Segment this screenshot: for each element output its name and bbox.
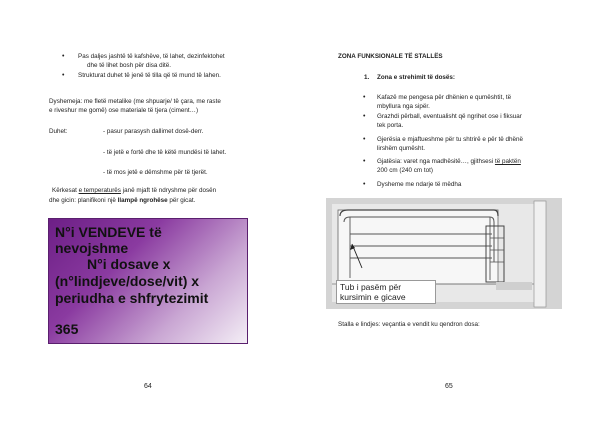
formula-line: nevojshme bbox=[55, 240, 129, 256]
bullet-dot: • bbox=[363, 113, 366, 120]
bullet-text-line: Strukturat duhet të jenë të tilla që të mund të lahen. bbox=[78, 72, 221, 79]
section-title: ZONA FUNKSIONALE TË STALLËS bbox=[338, 53, 443, 60]
duhet-item: - pasur parasysh dallimet dosë-derr. bbox=[103, 128, 204, 135]
bullet-text-line: lirshëm qumësht. bbox=[377, 145, 425, 152]
figure-caption bbox=[336, 280, 436, 304]
duhet-item: - të jetë e fortë dhe të këtë mundësi të lahet. bbox=[103, 149, 227, 156]
bullet-text-line: Kafazë me pengesa për dhënien e qumështit, të bbox=[377, 94, 512, 101]
duhet-item: - të mos jetë e dëmshme për të tjerët. bbox=[103, 169, 208, 176]
bullet-text-line: Dysheme me ndarje të mëdha bbox=[377, 181, 462, 188]
bullet-text-line: dhe të lihet bosh për disa ditë. bbox=[87, 62, 172, 69]
gjatesia-pre: Gjatësia: varet nga madhësitë…, gjithsesi bbox=[377, 158, 495, 165]
bullet-text-line bbox=[377, 158, 521, 167]
formula-line: N°i dosave x bbox=[87, 256, 171, 272]
kerkesat-line2-post: për gicat. bbox=[167, 197, 196, 204]
heat-lamp-text: llampë ngrohëse bbox=[117, 197, 168, 204]
kerkesat-post: janë mjaft të ndryshme për dosën bbox=[120, 187, 217, 194]
footer-text: Stalla e lindjes: veçantia e vendit ku qendron dosa: bbox=[338, 321, 480, 328]
formula-line: N°i VENDEVE të bbox=[55, 224, 162, 240]
duhet-label: Duhet: bbox=[49, 128, 68, 135]
dyshemeja-line: Dyshemeja: me fletë metalike (me shpuarje/ të çara, me raste bbox=[49, 98, 221, 105]
formula-line: (n°lindjeve/dose/vit) x bbox=[55, 273, 200, 289]
formula-line: periudha e shfrytezimit bbox=[55, 290, 209, 306]
bullet-text-line: tek porta. bbox=[377, 122, 404, 129]
page-number: 64 bbox=[144, 383, 152, 390]
bullet-text-line: Gjerësia e mjaftueshme për tu shtrirë e për të dhënë bbox=[377, 136, 523, 143]
temperature-link[interactable]: e temperaturës bbox=[78, 187, 121, 194]
formula-line: 365 bbox=[55, 321, 79, 337]
bullet-text-line: Pas daljes jashtë të kafshëve, të lahet, dezinfektohet bbox=[78, 53, 225, 60]
caption-line: Tub i pasëm për bbox=[340, 282, 402, 292]
bullet-dot: • bbox=[62, 72, 65, 79]
bullet-dot: • bbox=[62, 53, 65, 60]
bullet-dot: • bbox=[363, 158, 366, 165]
subtitle-number: 1. bbox=[364, 74, 370, 81]
dyshemeja-line: e riveshur me gomë) ose materiale të tjera (ciment…) bbox=[49, 107, 199, 114]
subtitle: Zona e strehimit të dosës: bbox=[377, 74, 456, 81]
kerkesat-line bbox=[52, 187, 216, 196]
te-pakten-link[interactable]: të paktën bbox=[494, 158, 521, 165]
kerkesat-pre: Kërkesat bbox=[52, 187, 79, 194]
kerkesat-line bbox=[49, 197, 195, 206]
kerkesat-line2-pre: dhe gicin: planifikoni një bbox=[49, 197, 118, 204]
bullet-text-line: 200 cm (240 cm tot) bbox=[377, 167, 433, 174]
bullet-text-line: mbyllura nga sipër. bbox=[377, 103, 430, 110]
bullet-dot: • bbox=[363, 94, 366, 101]
bullet-text-line: Grazhdi përball, eventualisht që ngrihet ose i fiksuar bbox=[377, 113, 522, 120]
formula-box bbox=[48, 218, 248, 344]
bullet-dot: • bbox=[363, 181, 366, 188]
caption-line: kursimin e gicave bbox=[340, 292, 406, 302]
bullet-dot: • bbox=[363, 136, 366, 143]
page-number: 65 bbox=[445, 383, 453, 390]
